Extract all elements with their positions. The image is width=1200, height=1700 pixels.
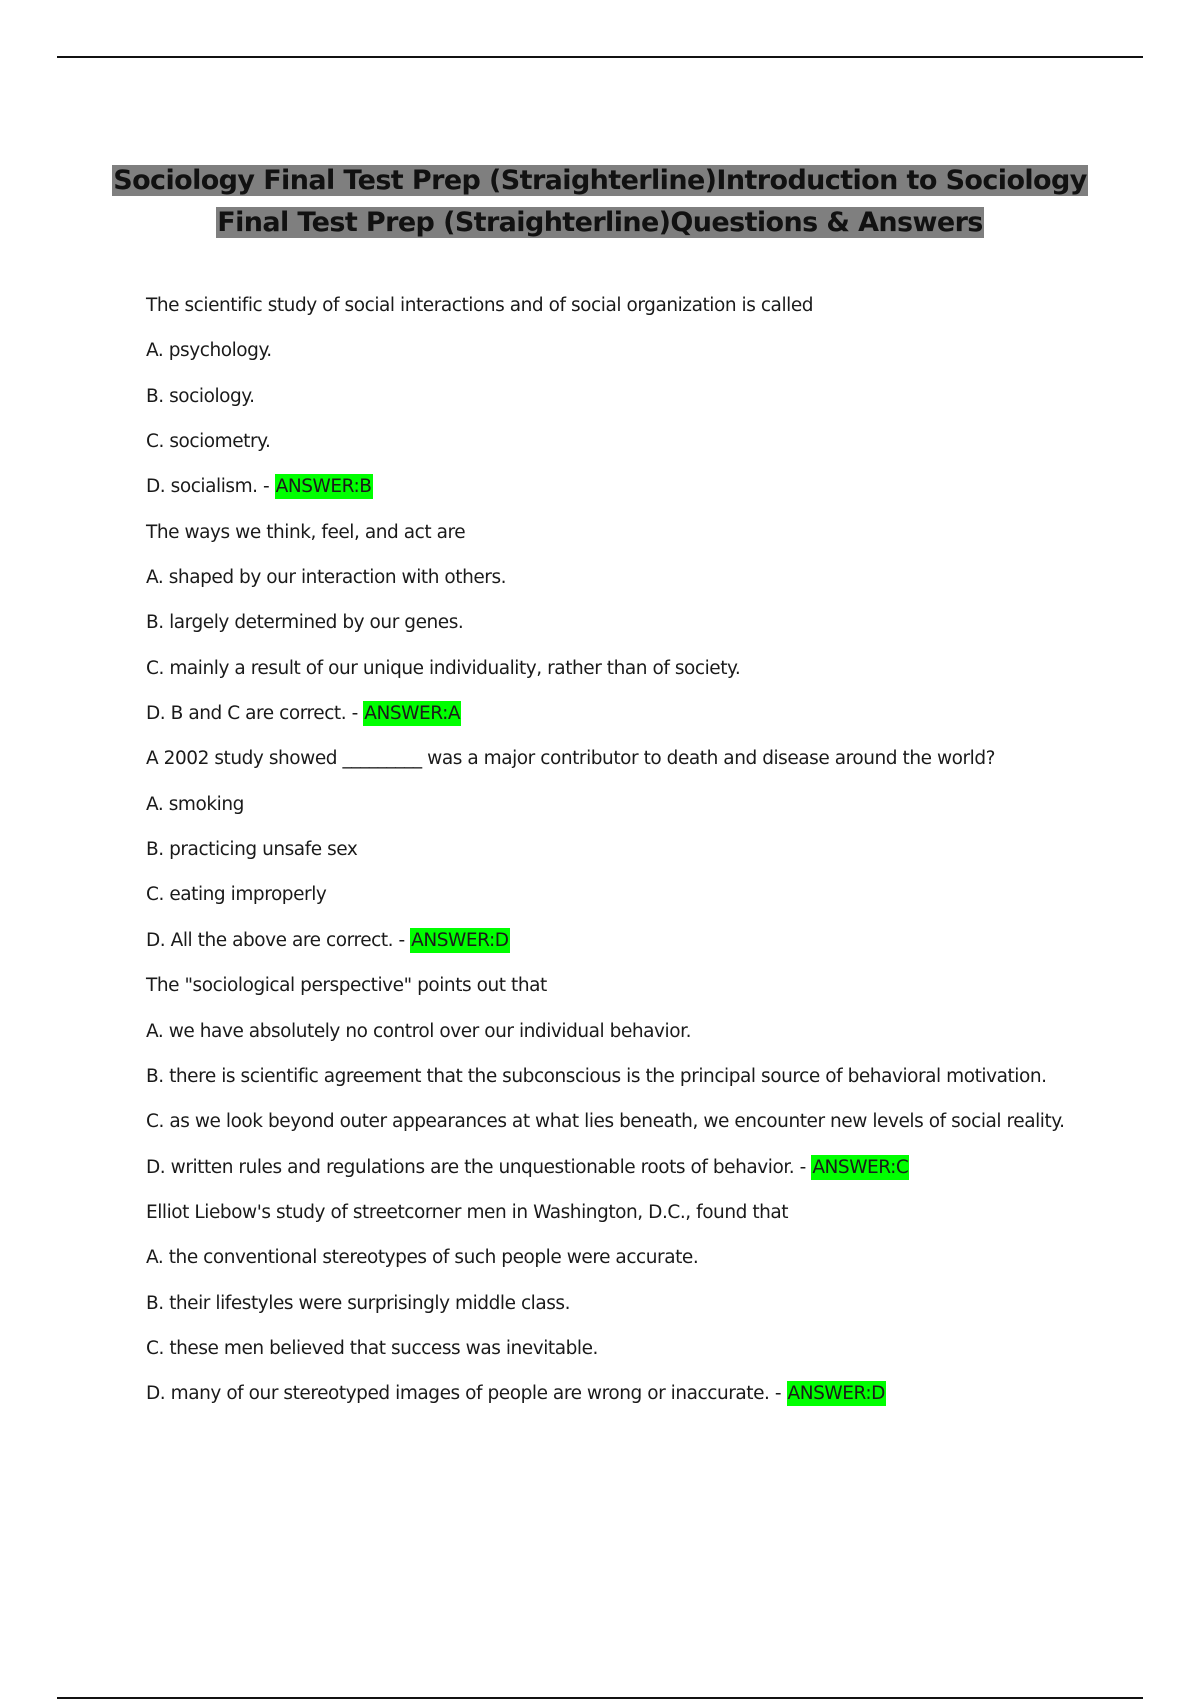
option-a: A. smoking xyxy=(146,793,244,815)
question-text: The "sociological perspective" points out that xyxy=(146,975,547,997)
option-b: B. sociology. xyxy=(146,385,255,407)
option-c: C. eating improperly xyxy=(146,884,327,906)
option-c: C. these men believed that success was inevitable. xyxy=(146,1337,598,1359)
option-d xyxy=(146,691,1146,736)
question-text: Elliot Liebow's study of streetcorner men in Washington, D.C., found that xyxy=(146,1201,789,1223)
answer-highlight: ANSWER:A xyxy=(364,703,461,725)
question-1 xyxy=(146,283,1146,510)
footer-rule xyxy=(57,1697,1143,1699)
question-4 xyxy=(146,963,1146,1190)
question-text: The scientific study of social interactions and of social organization is called xyxy=(146,295,814,316)
title-line-2: Final Test Prep (Straighterline)Questions & Answers xyxy=(217,207,983,239)
option-a: A. the conventional stereotypes of such people were accurate. xyxy=(146,1247,699,1269)
option-d xyxy=(146,918,1146,963)
answer-highlight: ANSWER:D xyxy=(411,929,509,951)
option-a: A. shaped by our interaction with others. xyxy=(146,567,507,589)
option-a: A. psychology. xyxy=(146,340,272,362)
header-rule xyxy=(57,56,1143,58)
option-d xyxy=(146,464,1146,509)
option-c: C. mainly a result of our unique individuality, rather than of society. xyxy=(146,657,741,679)
option-c: C. sociometry. xyxy=(146,431,271,453)
question-list xyxy=(146,283,1146,1417)
question-3 xyxy=(146,736,1146,963)
option-a: A. we have absolutely no control over our individual behavior. xyxy=(146,1020,692,1042)
question-5 xyxy=(146,1190,1146,1417)
option-c: C. as we look beyond outer appearances at what lies beneath, we encounter new levels of social reality. xyxy=(146,1111,1065,1133)
document-title xyxy=(60,160,1140,244)
option-b: B. their lifestyles were surprisingly middle class. xyxy=(146,1292,571,1314)
question-text: The ways we think, feel, and act are xyxy=(146,521,466,543)
option-d xyxy=(146,1145,1146,1190)
answer-highlight: ANSWER:D xyxy=(787,1383,885,1405)
answer-highlight: ANSWER:C xyxy=(812,1156,909,1178)
question-2 xyxy=(146,510,1146,737)
option-d-text: D. B and C are correct. - xyxy=(146,703,364,725)
title-line-1: Sociology Final Test Prep (Straighterline)Introduction to Sociology xyxy=(113,165,1087,197)
option-d-text: D. socialism. - xyxy=(146,476,275,498)
answer-highlight: ANSWER:B xyxy=(275,476,372,498)
option-b: B. largely determined by our genes. xyxy=(146,612,464,634)
question-text: A 2002 study showed _________ was a major contributor to death and disease around the world? xyxy=(146,748,996,770)
option-d-text: D. written rules and regulations are the unquestionable roots of behavior. - xyxy=(146,1156,812,1178)
option-b: B. there is scientific agreement that the subconscious is the principal source of behavioral motivation. xyxy=(146,1065,1047,1087)
option-b: B. practicing unsafe sex xyxy=(146,839,358,861)
option-d xyxy=(146,1371,1146,1416)
option-d-text: D. All the above are correct. - xyxy=(146,929,411,951)
option-d-text: D. many of our stereotyped images of people are wrong or inaccurate. - xyxy=(146,1383,787,1405)
